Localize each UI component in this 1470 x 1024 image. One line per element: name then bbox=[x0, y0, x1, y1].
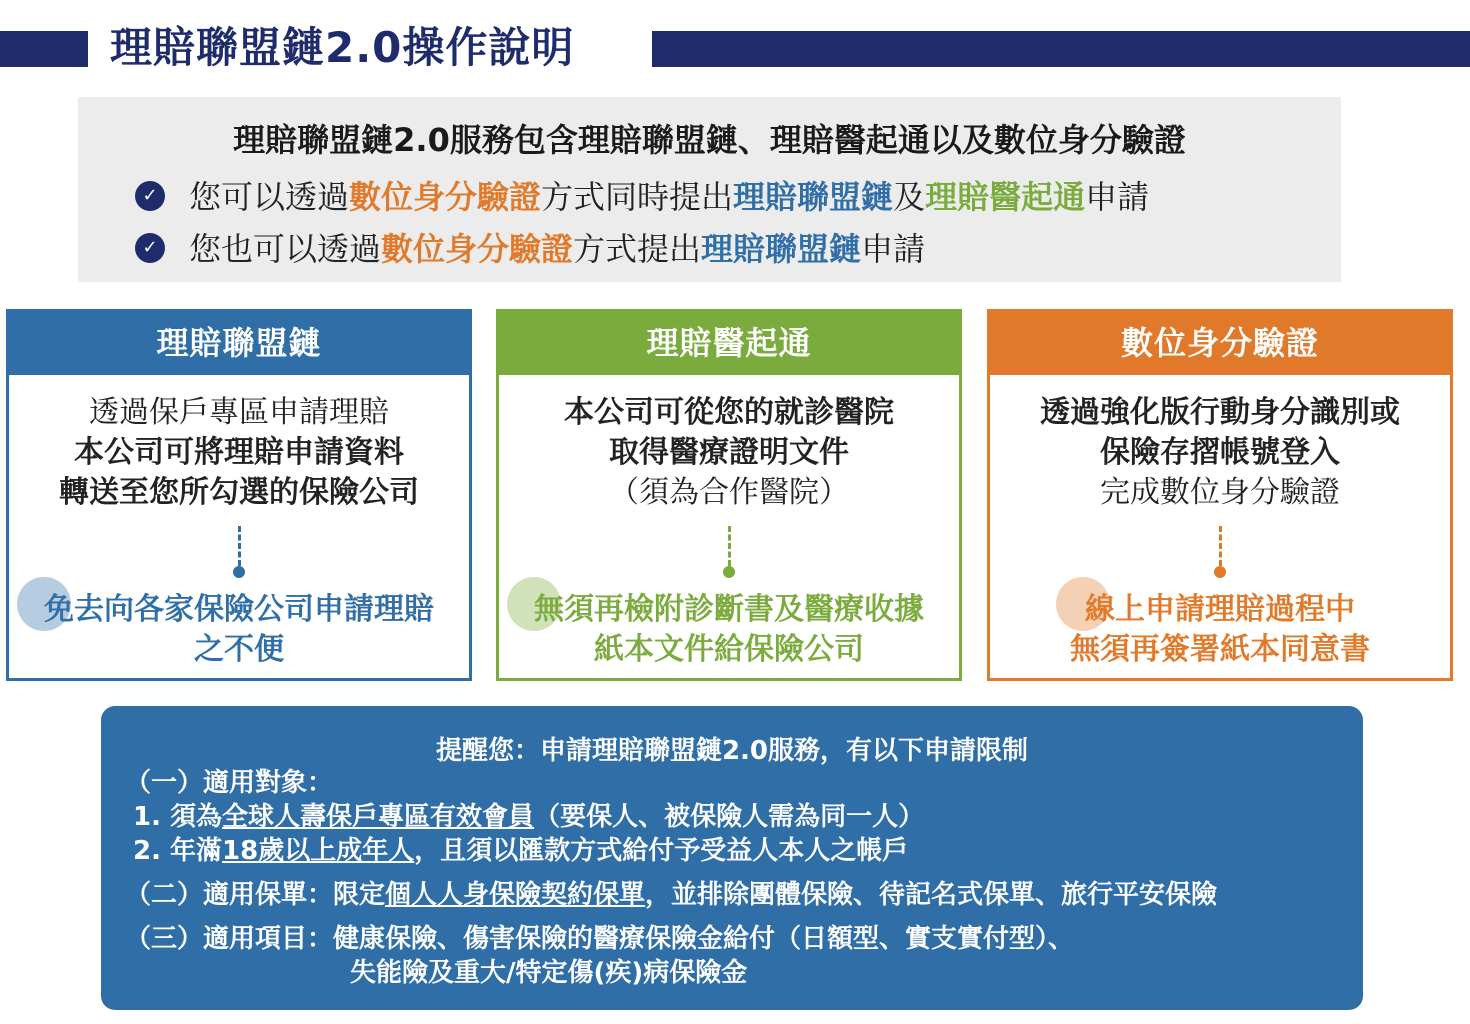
card-title: 理賠聯盟鏈 bbox=[9, 312, 469, 375]
text: 申請 bbox=[861, 230, 926, 268]
text: ，並排除團體保險、待記名式保單、旅行平安保險 bbox=[645, 880, 1218, 910]
card-benefit bbox=[990, 590, 1450, 670]
highlight-claim-chain: 理賠聯盟鏈 bbox=[733, 178, 894, 216]
card-benefit bbox=[9, 590, 469, 670]
highlight-medical-link: 理賠醫起通 bbox=[925, 178, 1086, 216]
intro-box bbox=[78, 97, 1341, 282]
connector-dot bbox=[1214, 566, 1226, 578]
item-number: 1. bbox=[133, 802, 161, 832]
notice-section-3-cont: 失能險及重大/特定傷(疾)病保險金 bbox=[350, 958, 748, 988]
text: 申請 bbox=[1085, 178, 1150, 216]
card-line: 透過保戶專區申請理賠 bbox=[89, 395, 389, 430]
card-line: 轉送至您所勾選的保險公司 bbox=[59, 475, 419, 510]
connector-dot bbox=[723, 566, 735, 578]
highlight-claim-chain: 理賠聯盟鏈 bbox=[701, 230, 862, 268]
notice-section-1: （一）適用對象： bbox=[125, 768, 334, 798]
notice-section-2 bbox=[125, 878, 1217, 912]
underlined-text: 全球人壽保戶專區有效會員 bbox=[222, 802, 535, 832]
card-medical-link bbox=[496, 309, 962, 681]
text: 您可以透過 bbox=[189, 178, 350, 216]
card-line: 完成數位身分驗證 bbox=[1100, 475, 1340, 510]
check-circle-icon: ✓ bbox=[135, 233, 165, 263]
card-line: 本公司可將理賠申請資料 bbox=[74, 435, 404, 470]
text: 及 bbox=[893, 178, 926, 216]
dashed-connector bbox=[728, 526, 731, 566]
card-line: 透過強化版行動身分識別或 bbox=[1040, 395, 1400, 430]
text: 方式同時提出 bbox=[541, 178, 734, 216]
intro-point-2 bbox=[135, 227, 925, 271]
intro-headline: 理賠聯盟鏈2.0服務包含理賠聯盟鏈、理賠醫起通以及數位身分驗證 bbox=[233, 121, 1186, 159]
dashed-connector bbox=[1219, 526, 1222, 566]
text: 您也可以透過 bbox=[189, 230, 382, 268]
title-bar-left bbox=[0, 31, 88, 67]
benefit-line: 之不便 bbox=[194, 632, 284, 667]
item-number: 2. bbox=[133, 836, 161, 866]
benefit-line: 紙本文件給保險公司 bbox=[594, 632, 864, 667]
highlight-digital-id: 數位身分驗證 bbox=[349, 178, 542, 216]
page-title: 理賠聯盟鏈2.0操作說明 bbox=[110, 23, 575, 72]
card-line: 保險存摺帳號登入 bbox=[1100, 435, 1340, 470]
benefit-line: 線上申請理賠過程中 bbox=[1085, 592, 1355, 627]
title-bar-right bbox=[652, 31, 1470, 67]
notice-box bbox=[101, 706, 1363, 1010]
card-title: 理賠醫起通 bbox=[499, 312, 959, 375]
intro-point-1 bbox=[135, 175, 1149, 219]
benefit-line: 免去向各家保險公司申請理賠 bbox=[44, 592, 434, 627]
card-line: 本公司可從您的就診醫院 bbox=[564, 395, 894, 430]
underlined-text: 個人人身保險契約保單 bbox=[385, 880, 646, 910]
connector-dot bbox=[233, 566, 245, 578]
text: ，且須以匯款方式給付予受益人本人之帳戶 bbox=[414, 836, 909, 866]
text: 年滿 bbox=[170, 836, 223, 866]
card-digital-id bbox=[987, 309, 1453, 681]
card-title: 數位身分驗證 bbox=[990, 312, 1450, 375]
highlight-digital-id: 數位身分驗證 bbox=[381, 230, 574, 268]
dashed-connector bbox=[238, 526, 241, 566]
text: 須為 bbox=[170, 802, 223, 832]
notice-item-2 bbox=[133, 834, 908, 868]
card-line: 取得醫療證明文件 bbox=[609, 435, 849, 470]
card-benefit bbox=[499, 590, 959, 670]
benefit-line: 無須再簽署紙本同意書 bbox=[1070, 632, 1370, 667]
text: （要保人、被保險人需為同一人） bbox=[534, 802, 925, 832]
check-circle-icon: ✓ bbox=[135, 181, 165, 211]
benefit-line: 無須再檢附診斷書及醫療收據 bbox=[534, 592, 924, 627]
card-line: （須為合作醫院） bbox=[609, 475, 849, 510]
card-claim-chain bbox=[6, 309, 472, 681]
underlined-text: 18歲以上成年人 bbox=[222, 836, 415, 866]
text: 方式提出 bbox=[573, 230, 702, 268]
notice-title: 提醒您：申請理賠聯盟鏈2.0服務，有以下申請限制 bbox=[435, 736, 1029, 766]
text: （二）適用保單：限定 bbox=[125, 880, 386, 910]
notice-item-1 bbox=[133, 800, 924, 834]
notice-section-3: （三）適用項目：健康保險、傷害保險的醫療保險金給付（日額型、實支實付型）、 bbox=[125, 924, 1075, 954]
